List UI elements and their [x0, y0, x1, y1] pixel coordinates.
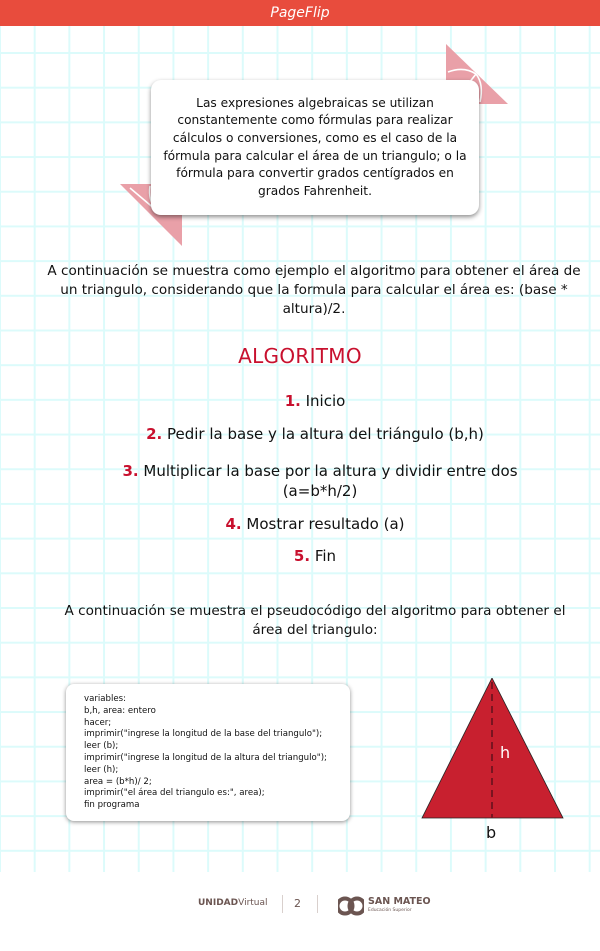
step-text: Fin — [314, 547, 337, 565]
algorithm-step — [0, 514, 600, 534]
info-callout — [151, 80, 479, 215]
code-line: imprimir("el área del triangulo es:", area); — [84, 788, 265, 799]
height-label: h — [500, 743, 511, 762]
code-line: imprimir("ingrese la longitud de la base del triangulo"); — [84, 729, 323, 740]
step-number: 3. — [122, 462, 139, 480]
code-line: leer (b); — [84, 741, 119, 752]
intro-paragraph: A continuación se muestra como ejemplo el algoritmo para obtener el área de un triangulo, considerando que la formula para calcular el área es: (base * altura)/2. — [47, 263, 581, 317]
callout-text: Las expresiones algebraicas se utilizan constantemente como fórmulas para realizar cálculos o conversiones, como es el caso de la fórmula para calcular el área de un triangulo; o la fórmula para convertir grados centígrados en grados Fahrenheit. — [163, 95, 467, 198]
step-number: 4. — [225, 515, 242, 533]
algorithm-step — [0, 546, 600, 566]
algorithm-heading: ALGORITMO — [238, 344, 362, 368]
page-number: 2 — [294, 897, 301, 910]
brand-bold: UNIDAD — [198, 898, 239, 908]
app-title: PageFlip — [270, 5, 330, 21]
step-text: Multiplicar la base por la altura y dividir entre dos (a=b*h/2) — [143, 462, 518, 500]
step-text: Mostrar resultado (a) — [246, 515, 405, 533]
triangle-figure — [420, 678, 570, 848]
footer-divider — [317, 895, 318, 913]
san-mateo-logo-icon — [338, 895, 364, 917]
app-title-bar — [0, 0, 600, 26]
page-footer — [0, 872, 600, 951]
code-line: imprimir("ingrese la longitud de la altura del triangulo"); — [84, 752, 327, 763]
code-line: leer (h); — [84, 764, 119, 775]
step-number: 1. — [284, 392, 301, 410]
algorithm-step — [120, 461, 520, 501]
unidad-virtual-logo — [198, 898, 268, 908]
step-number: 5. — [293, 547, 311, 565]
code-line: hacer; — [84, 717, 112, 728]
base-label: b — [486, 823, 497, 842]
pseudocode-box — [66, 684, 350, 821]
code-line: fin programa — [84, 800, 140, 811]
step-text: Inicio — [305, 392, 346, 410]
footer-divider — [282, 895, 283, 913]
step-text: Pedir la base y la altura del triángulo (b,h) — [167, 425, 484, 443]
code-line: variables: — [84, 694, 127, 704]
algorithm-step — [0, 391, 600, 411]
institution-name: SAN MATEO — [368, 896, 431, 907]
code-line: area = (b*h)/ 2; — [84, 776, 152, 787]
step-number: 2. — [146, 425, 163, 443]
brand-light: Virtual — [238, 898, 268, 908]
code-line: b,h, area: entero — [84, 705, 156, 716]
algorithm-step — [0, 424, 600, 444]
pseudocode-intro-paragraph: A continuación se muestra el pseudocódigo del algoritmo para obtener el área del triangulo: — [64, 603, 566, 638]
institution-subtitle: Educación Superior — [368, 908, 412, 913]
